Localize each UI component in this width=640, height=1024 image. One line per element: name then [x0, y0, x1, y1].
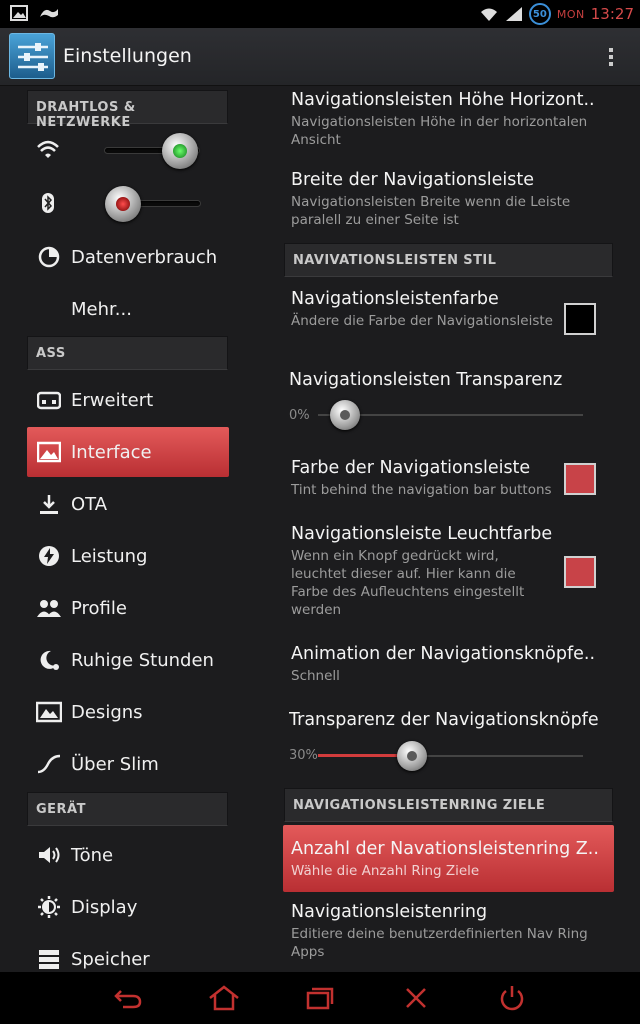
navbar-color-swatch[interactable]	[564, 303, 596, 335]
pref-button-animation[interactable]	[291, 644, 614, 685]
pref-summary: Schnell	[291, 668, 340, 684]
about-icon	[27, 754, 71, 774]
sidebar-item-erweitert[interactable]	[27, 375, 229, 425]
pref-ring-count[interactable]	[283, 825, 614, 892]
pref-title: Breite der Navigationsleiste	[291, 170, 535, 190]
battery-indicator: 50	[529, 3, 551, 25]
settings-categories	[0, 86, 262, 972]
clock: 13:27	[590, 5, 634, 23]
data-usage-icon	[27, 246, 71, 268]
sidebar-item-ueber-slim[interactable]	[27, 739, 229, 789]
section-header-nav-ring: NAVIGATIONSLEISTENRING ZIELE	[284, 788, 613, 822]
recents-icon[interactable]	[300, 978, 340, 1018]
sidebar-item-label: Töne	[71, 844, 114, 866]
pref-summary: Wenn ein Knopf gedrückt wird, leuchtet dieser auf. Hier kann die Farbe des Aufleuchtens eingestellt werden	[291, 548, 525, 618]
seekbar-value: 30%	[289, 748, 318, 763]
bluetooth-icon	[37, 192, 59, 214]
app-notification-icon	[38, 5, 60, 21]
overflow-menu-icon[interactable]	[608, 46, 614, 68]
sidebar-item-ruhige-stunden[interactable]	[27, 635, 229, 685]
pref-nav-ring[interactable]	[291, 902, 614, 961]
performance-icon	[27, 545, 71, 567]
button-transparency-seekbar[interactable]	[318, 755, 583, 757]
interface-settings-list	[283, 86, 614, 972]
wifi-row[interactable]	[27, 126, 229, 176]
pref-title: Transparenz der Navigationsknöpfe	[289, 710, 599, 730]
download-icon	[27, 493, 71, 515]
sidebar-item-label: Leistung	[71, 545, 148, 567]
home-icon[interactable]	[204, 978, 244, 1018]
seekbar-thumb[interactable]	[397, 741, 427, 771]
close-icon[interactable]	[396, 978, 436, 1018]
sidebar-item-label: Mehr...	[71, 298, 132, 320]
sidebar-item-ota[interactable]	[27, 479, 229, 529]
sidebar-item-designs[interactable]	[27, 687, 229, 737]
pref-summary: Tint behind the navigation bar buttons	[291, 482, 552, 498]
action-bar	[0, 28, 640, 86]
interface-icon	[27, 441, 71, 463]
sidebar-item-label: Erweitert	[71, 389, 154, 411]
wifi-status-icon	[479, 6, 499, 22]
power-icon[interactable]	[492, 978, 532, 1018]
designs-icon	[27, 701, 71, 723]
navbar-transparency-seekbar[interactable]	[318, 414, 583, 416]
day-label: MON	[556, 7, 585, 21]
page-title: Einstellungen	[63, 45, 192, 67]
sidebar-item-label: Profile	[71, 597, 127, 619]
pref-navbar-height[interactable]	[291, 90, 614, 149]
sidebar-item-label: Display	[71, 896, 138, 918]
seekbar-thumb[interactable]	[330, 400, 360, 430]
sidebar-item-label: Über Slim	[71, 753, 159, 775]
section-header-wireless: DRAHTLOS & NETZWERKE	[27, 90, 228, 124]
section-header-device: GERÄT	[27, 792, 228, 826]
pref-title: Animation der Navigationsknöpfe..	[291, 644, 596, 664]
sidebar-item-more[interactable]	[27, 284, 229, 334]
quiet-hours-icon	[27, 649, 71, 671]
gallery-notification-icon	[10, 5, 28, 21]
pref-title: Navigationsleistenring	[291, 902, 488, 922]
sound-icon	[27, 844, 71, 866]
sidebar-item-toene[interactable]	[27, 830, 229, 880]
pref-title: Navigationsleiste Leuchtfarbe	[291, 524, 553, 544]
profiles-icon	[27, 597, 71, 619]
signal-icon	[505, 6, 523, 22]
tint-color-swatch[interactable]	[564, 463, 596, 495]
pref-summary: Editiere deine benutzerdefinierten Nav Ring Apps	[291, 926, 588, 960]
sidebar-item-display[interactable]	[27, 882, 229, 932]
pref-title: Navigationsleisten Transparenz	[289, 370, 563, 390]
sidebar-item-label: OTA	[71, 493, 108, 515]
bluetooth-row[interactable]	[27, 178, 229, 228]
sidebar-item-label: Interface	[71, 441, 152, 463]
sidebar-item-speicher[interactable]	[27, 934, 229, 972]
display-icon	[27, 895, 71, 919]
pref-summary: Wähle die Anzahl Ring Ziele	[291, 863, 480, 879]
pref-summary: Navigationsleisten Höhe in der horizontalen Ansicht	[291, 114, 588, 148]
sidebar-item-label: Datenverbrauch	[71, 246, 218, 268]
pref-button-transparency	[289, 710, 614, 730]
storage-icon	[27, 948, 71, 970]
sidebar-item-label: Speicher	[71, 948, 150, 970]
sidebar-item-data-usage[interactable]	[27, 232, 229, 282]
sidebar-item-leistung[interactable]	[27, 531, 229, 581]
pref-title: Farbe der Navigationsleiste	[291, 458, 531, 478]
seekbar-value: 0%	[289, 408, 310, 423]
section-header-navbar-style: NAVIVATIONSLEISTEN STIL	[284, 243, 613, 277]
back-icon[interactable]	[108, 978, 148, 1018]
pref-title: Anzahl der Navationsleistenring Z..	[291, 839, 599, 859]
pref-summary: Ändere die Farbe der Navigationsleiste	[291, 313, 553, 329]
sidebar-item-label: Ruhige Stunden	[71, 649, 214, 671]
bluetooth-toggle[interactable]	[105, 186, 141, 222]
advanced-icon	[27, 390, 71, 410]
settings-sliders-icon[interactable]	[9, 33, 55, 79]
pref-title: Navigationsleisten Höhe Horizont..	[291, 90, 595, 110]
pref-navbar-width[interactable]	[291, 170, 614, 229]
pref-summary: Navigationsleisten Breite wenn die Leiste paralell zu einer Seite ist	[291, 194, 571, 228]
wifi-toggle[interactable]	[162, 133, 198, 169]
sidebar-item-interface[interactable]	[27, 427, 229, 477]
status-bar	[0, 0, 640, 28]
wifi-icon	[37, 140, 59, 160]
pref-navbar-transparency	[289, 370, 614, 390]
pref-title: Navigationsleistenfarbe	[291, 289, 499, 309]
sidebar-item-label: Designs	[71, 701, 143, 723]
sidebar-item-profile[interactable]	[27, 583, 229, 633]
system-navigation-bar	[0, 972, 640, 1024]
section-header-ass: ASS	[27, 336, 228, 370]
glow-color-swatch[interactable]	[564, 556, 596, 588]
